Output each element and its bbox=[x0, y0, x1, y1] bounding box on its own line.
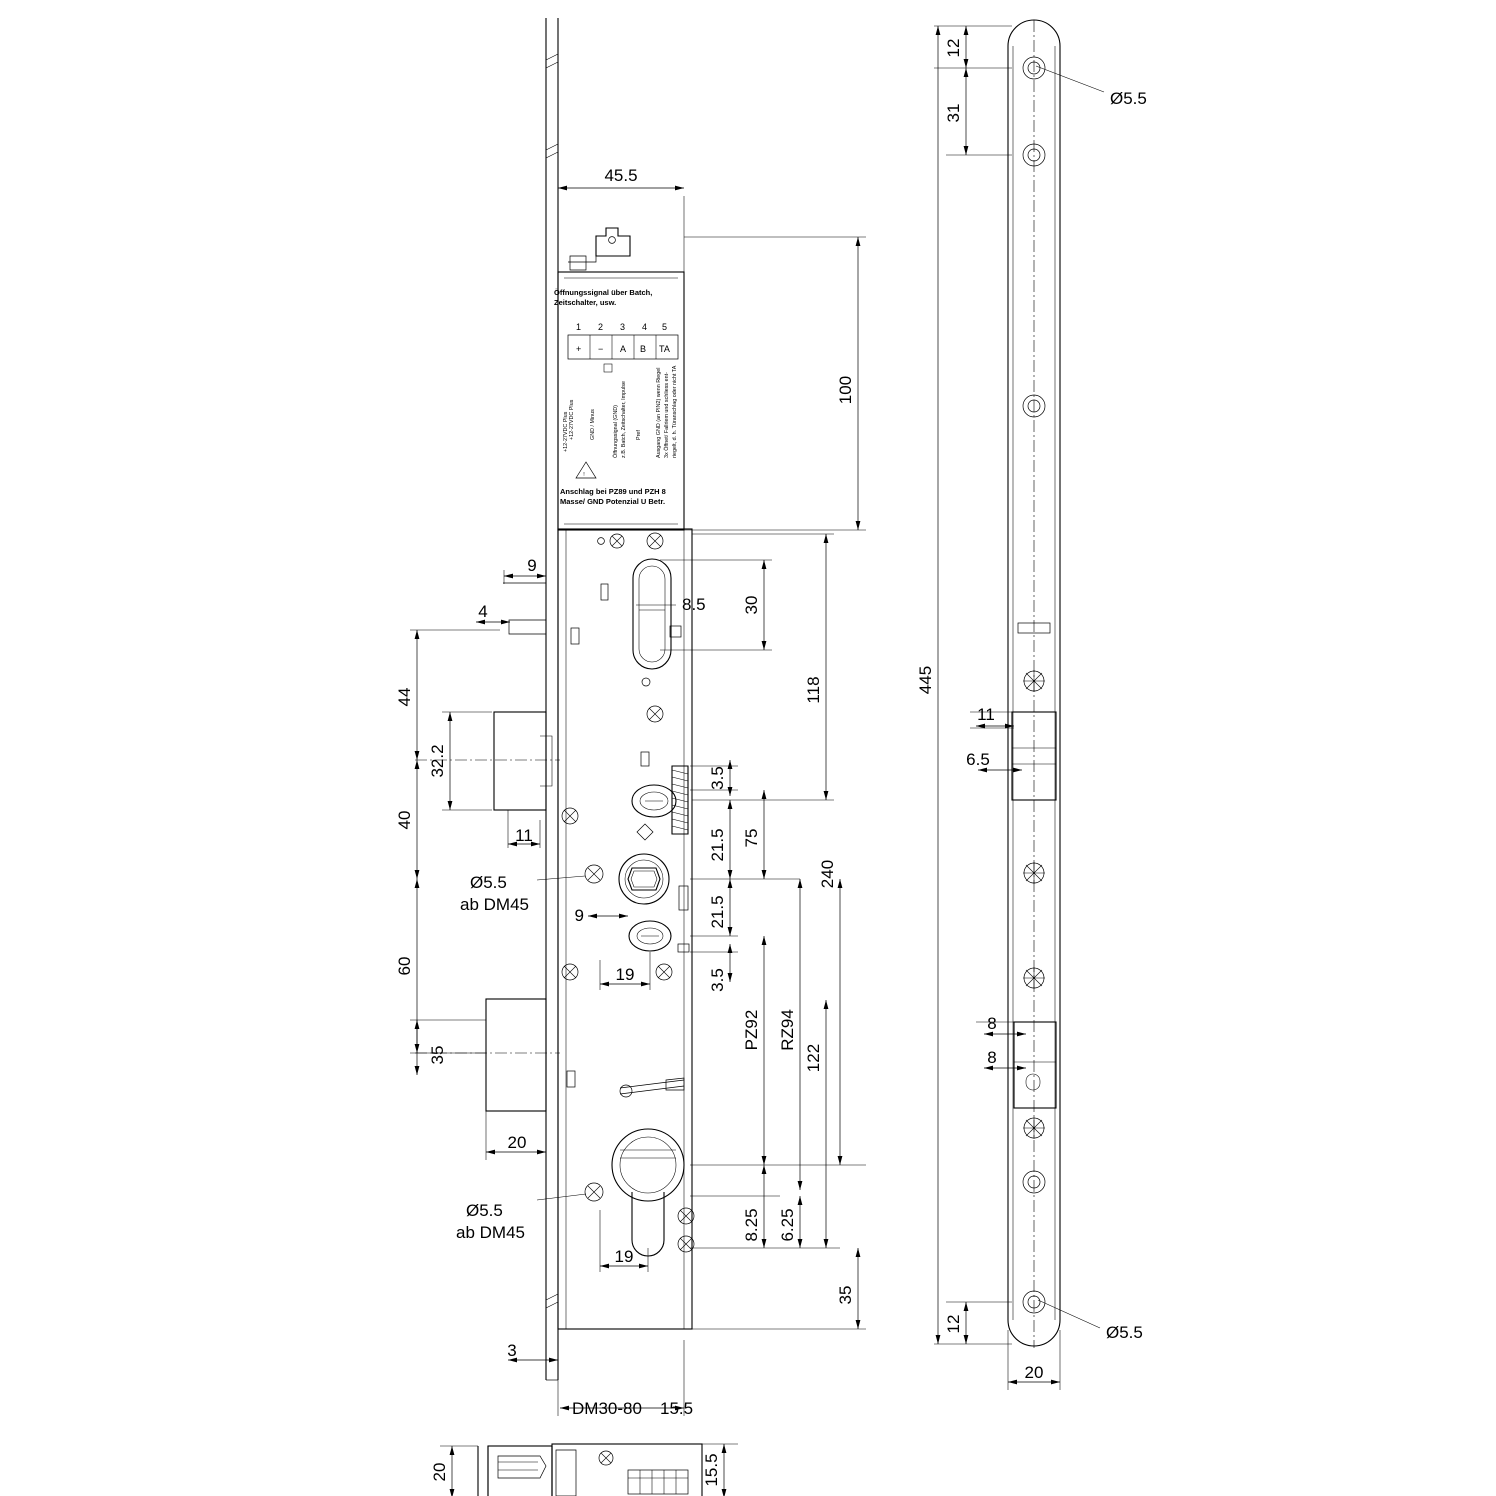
label-dm30-80: DM30-80 bbox=[572, 1399, 642, 1418]
dim-45_5: 45.5 bbox=[604, 166, 638, 185]
bolt-stub-top bbox=[509, 620, 546, 634]
case-hole-1 bbox=[670, 626, 681, 637]
dim-240: 240 bbox=[818, 859, 837, 889]
terminal-num-3: 3 bbox=[620, 322, 626, 332]
dim-12-top: 12 bbox=[944, 38, 963, 58]
dim-60: 60 bbox=[395, 956, 414, 976]
warning-icon bbox=[576, 462, 596, 478]
leader-dia-side-top bbox=[1036, 66, 1104, 92]
module-title-line2: Zeitschalter, usw. bbox=[554, 298, 617, 307]
dim-bottom-15_5: 15.5 bbox=[702, 1453, 721, 1487]
dim-118: 118 bbox=[804, 676, 823, 704]
terminal-icon bbox=[604, 364, 612, 372]
dim-40: 40 bbox=[395, 810, 414, 830]
bolt-opening bbox=[1014, 1022, 1056, 1108]
bolt-mechanism bbox=[620, 1078, 684, 1097]
terminal-num-5: 5 bbox=[662, 322, 668, 332]
pin-desc-4: Pref bbox=[636, 430, 642, 440]
leader-dia-side-bottom bbox=[1038, 1300, 1100, 1328]
bolt-block-lower bbox=[486, 999, 546, 1111]
side-view bbox=[916, 20, 1147, 1390]
cable-bracket-arm bbox=[568, 256, 596, 262]
faceplate-edges bbox=[546, 18, 558, 1380]
warning-line1: Anschlag bei PZ89 und PZH 8 bbox=[560, 487, 666, 496]
dim-4: 4 bbox=[478, 602, 488, 621]
dim-75: 75 bbox=[742, 828, 761, 848]
dim-6_25: 6.25 bbox=[778, 1208, 797, 1242]
dim-bottom-20: 20 bbox=[430, 1462, 449, 1482]
note-dia-1-line1: Ø5.5 bbox=[470, 873, 507, 892]
label-rz94: RZ94 bbox=[778, 1009, 797, 1051]
note-dia-2-line1: Ø5.5 bbox=[466, 1201, 503, 1220]
case-slot-2 bbox=[641, 752, 649, 766]
pin-desc-5: Ausgang GND (an PIN2) wenn Riegel bbox=[656, 367, 662, 458]
dim-20: 20 bbox=[507, 1133, 527, 1152]
gear-assembly bbox=[632, 766, 688, 840]
bolt-block-upper bbox=[494, 712, 552, 810]
bracket-hole bbox=[609, 237, 616, 244]
terminal-num-2: 2 bbox=[598, 322, 604, 332]
dim-3_5-top: 3.5 bbox=[708, 766, 727, 790]
note-dia-side-bottom: Ø5.5 bbox=[1106, 1323, 1143, 1342]
terminal-mark-4: B bbox=[640, 344, 647, 354]
cylinder-cutout bbox=[612, 1129, 684, 1256]
note-dia-1-line2: ab DM45 bbox=[460, 895, 529, 914]
terminal-num-4: 4 bbox=[642, 322, 648, 332]
terminal-mark-2: − bbox=[598, 344, 604, 354]
bottom-view bbox=[430, 1444, 738, 1496]
dim-20-side: 20 bbox=[1024, 1363, 1044, 1382]
dim-31: 31 bbox=[944, 103, 963, 123]
pin-desc-2: GND / Minus bbox=[590, 409, 596, 440]
break-mark-upper bbox=[546, 144, 558, 158]
dim-32_2: 32.2 bbox=[428, 744, 447, 778]
dim-15_5: 15.5 bbox=[660, 1399, 694, 1418]
terminal-block bbox=[568, 322, 678, 372]
dim-35-bottom: 35 bbox=[836, 1285, 855, 1305]
dim-445: 445 bbox=[916, 665, 935, 695]
dim-8-bottom: 8 bbox=[987, 1048, 997, 1067]
pin-desc-3: Öffnungssignal (GND) bbox=[613, 405, 619, 458]
top-latch bbox=[633, 559, 671, 686]
terminal-mark-1: + bbox=[576, 344, 582, 354]
bottom-faceplate bbox=[478, 1446, 488, 1496]
dim-9: 9 bbox=[527, 556, 537, 575]
dim-21_5-bottom: 21.5 bbox=[708, 895, 727, 929]
warning-symbol: ! bbox=[583, 472, 585, 478]
case-fasteners bbox=[562, 533, 694, 1252]
dim-8_25: 8.25 bbox=[742, 1208, 761, 1242]
terminal-num-1: 1 bbox=[576, 322, 582, 332]
dim-35-left: 35 bbox=[428, 1045, 447, 1065]
module-title-line1: Öffnungssignal über Batch, bbox=[554, 288, 653, 297]
break-mark-top bbox=[546, 54, 558, 68]
break-mark-bottom bbox=[546, 1294, 558, 1308]
bottom-latch-shape bbox=[498, 1456, 546, 1478]
pin-desc-3b: z.B. Batch, Zeitschalter, Impulse bbox=[621, 381, 627, 458]
dim-122: 122 bbox=[804, 1043, 823, 1073]
dim-30: 30 bbox=[742, 595, 761, 615]
lock-case-body bbox=[558, 529, 692, 1329]
dim-19-top: 19 bbox=[615, 965, 635, 984]
faceplate-slot-3 bbox=[567, 1071, 575, 1087]
dim-12-bottom: 12 bbox=[944, 1314, 963, 1334]
bracket-plate bbox=[570, 256, 586, 270]
cable-bracket bbox=[596, 228, 630, 256]
terminal-mark-5: TA bbox=[659, 344, 670, 354]
bottom-terminal bbox=[628, 1470, 688, 1494]
dim-44: 44 bbox=[395, 687, 414, 707]
terminal-mark-3: A bbox=[620, 344, 627, 354]
pin-desc-5c: riegelt, d. h. Türanschlag oder nicht TA bbox=[672, 365, 678, 458]
lower-cam bbox=[629, 921, 689, 952]
warning-line2: Masse/ GND Potenzial U Betr. bbox=[560, 497, 666, 506]
label-pz92: PZ92 bbox=[742, 1009, 761, 1051]
dim-9b: 9 bbox=[574, 906, 584, 925]
pin-desc-1: +12-27VDC Plus bbox=[569, 399, 575, 440]
dim-100: 100 bbox=[836, 375, 855, 405]
dim-3: 3 bbox=[507, 1341, 517, 1360]
dim-8-top: 8 bbox=[987, 1014, 997, 1033]
faceplate-slot-2 bbox=[571, 628, 579, 644]
leader-dia-upper bbox=[537, 876, 585, 880]
dim-8_5: 8.5 bbox=[682, 595, 706, 614]
spindle-follower bbox=[619, 854, 669, 904]
leader-dia-lower bbox=[537, 1194, 586, 1200]
dim-6_5: 6.5 bbox=[966, 750, 990, 769]
note-dia-side-top: Ø5.5 bbox=[1110, 89, 1147, 108]
faceplate-slot-1 bbox=[601, 584, 608, 600]
note-dia-2-line2: ab DM45 bbox=[456, 1223, 525, 1242]
dim-21_5-top: 21.5 bbox=[708, 828, 727, 862]
dim-3_5-bottom: 3.5 bbox=[708, 968, 727, 992]
bottom-case-left bbox=[488, 1446, 552, 1496]
bottom-block bbox=[556, 1450, 576, 1496]
case-slot-3 bbox=[679, 886, 688, 910]
pin-desc-5b: 3x Öffnet/ Fallriem und schliess ent- bbox=[664, 372, 670, 458]
dim-19-bottom: 19 bbox=[614, 1247, 634, 1266]
pin-supply-label: +12-27VDC Plus bbox=[563, 411, 569, 452]
dim-11-side: 11 bbox=[977, 705, 995, 724]
front-view bbox=[395, 18, 866, 1418]
dim-11: 11 bbox=[515, 826, 533, 845]
